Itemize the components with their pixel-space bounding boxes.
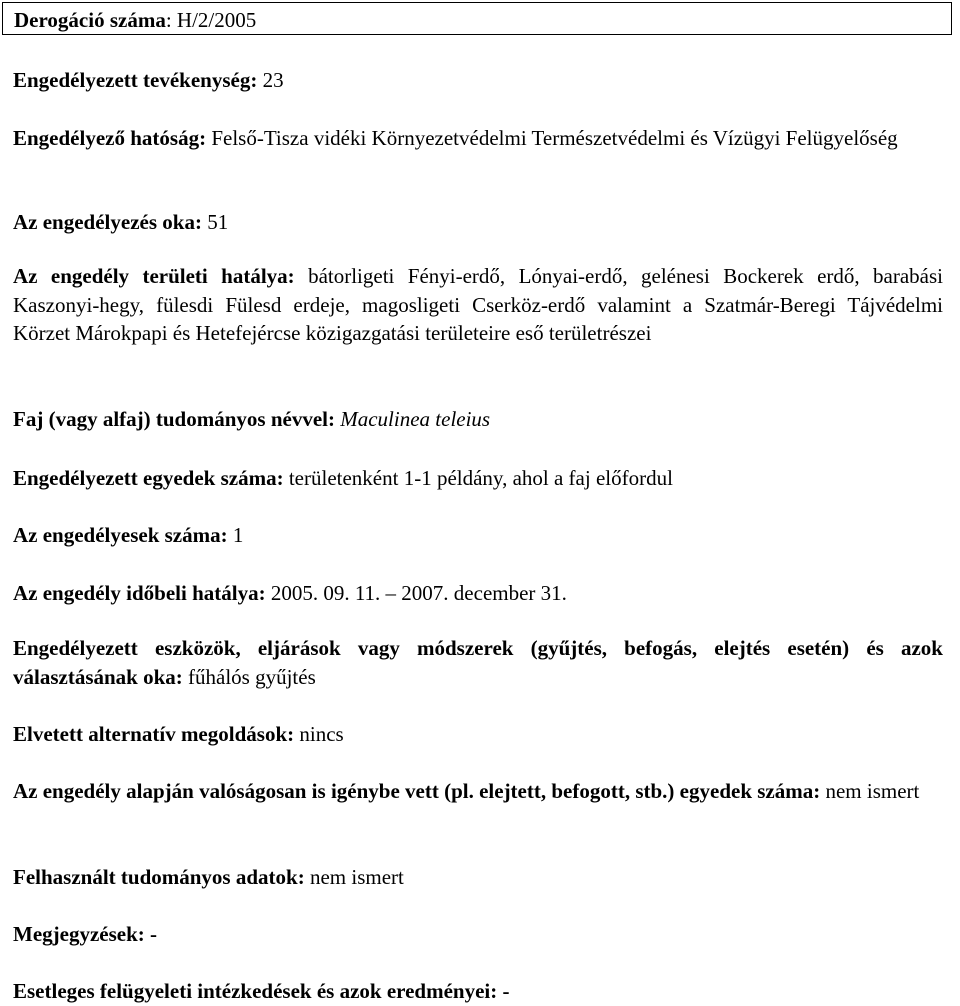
field-actual-use: [13, 777, 943, 806]
field-validity: [13, 579, 943, 608]
field-activity: [13, 66, 943, 95]
field-authority-value: Felső-Tisza vidéki Környezetvédelmi Természetvédelmi és Vízügyi Felügyelőség: [211, 126, 898, 150]
field-methods: [13, 634, 943, 691]
field-validity-label: Az engedély időbeli hatálya:: [13, 581, 266, 605]
derogation-number-box: [2, 2, 952, 35]
field-data-used-value: nem ismert: [309, 865, 404, 889]
field-scope-label: Az engedély területi hatálya:: [13, 264, 295, 288]
field-species-value: Maculinea teleius: [340, 407, 491, 431]
field-reason-value: 51: [207, 210, 229, 234]
field-methods-value: fűhálós gyűjtés: [188, 664, 316, 689]
field-species: [13, 405, 943, 434]
field-remarks: [13, 920, 943, 949]
field-count: [13, 464, 943, 493]
field-count-value: területenként 1-1 példány, ahol a faj előfordul: [288, 466, 673, 490]
field-supervisory: [13, 977, 943, 1006]
field-activity-value: 23: [262, 68, 284, 92]
field-validity-value: 2005. 09. 11. – 2007. december 31.: [270, 581, 567, 605]
derogation-number-label: Derogáció száma: [14, 8, 166, 32]
field-alternatives: [13, 720, 943, 749]
field-methods-label: Engedélyezett eszközök, eljárások vagy módszerek (gyűjtés, befogás, elejtés esetén) és azok választásának oka:: [13, 636, 943, 689]
field-scope: [13, 262, 943, 348]
derogation-number: [14, 6, 256, 35]
field-actual-use-label: Az engedély alapján valóságosan is igénybe vett (pl. elejtett, befogott, stb.) egyedek száma:: [13, 779, 821, 803]
field-count-label: Engedélyezett egyedek száma:: [13, 466, 284, 490]
field-licensees-value: 1: [232, 523, 244, 547]
field-alternatives-value: nincs: [299, 722, 344, 746]
derogation-number-separator: :: [165, 8, 177, 32]
field-reason-label: Az engedélyezés oka:: [13, 210, 202, 234]
field-remarks-label: Megjegyzések:: [13, 922, 145, 946]
field-species-label: Faj (vagy alfaj) tudományos névvel:: [13, 407, 335, 431]
field-supervisory-value: -: [502, 979, 510, 1003]
field-alternatives-label: Elvetett alternatív megoldások:: [13, 722, 295, 746]
field-activity-label: Engedélyezett tevékenység:: [13, 68, 258, 92]
field-remarks-value: -: [150, 922, 158, 946]
field-reason: [13, 208, 943, 237]
field-authority-label: Engedélyező hatóság:: [13, 126, 207, 150]
field-licensees: [13, 521, 943, 550]
field-data-used-label: Felhasznált tudományos adatok:: [13, 865, 305, 889]
derogation-number-value: H/2/2005: [176, 8, 257, 32]
field-actual-use-value: nem ismert: [825, 779, 920, 803]
field-licensees-label: Az engedélyesek száma:: [13, 523, 228, 547]
field-scope-value: bátorligeti Fényi-erdő, Lónyai-erdő, gelénesi Bockerek erdő, barabási Kaszonyi-hegy, fülesdi Fülesd erdeje, magosligeti Cserköz-erdő valamint a Szatmár-Beregi Tájvédelmi Körzet Márokpapi és Hetefejércse közigazgatási területeire eső területrészei: [13, 264, 944, 345]
field-data-used: [13, 863, 943, 892]
field-supervisory-label: Esetleges felügyeleti intézkedések és azok eredményei:: [13, 979, 498, 1003]
field-authority: [13, 124, 943, 153]
